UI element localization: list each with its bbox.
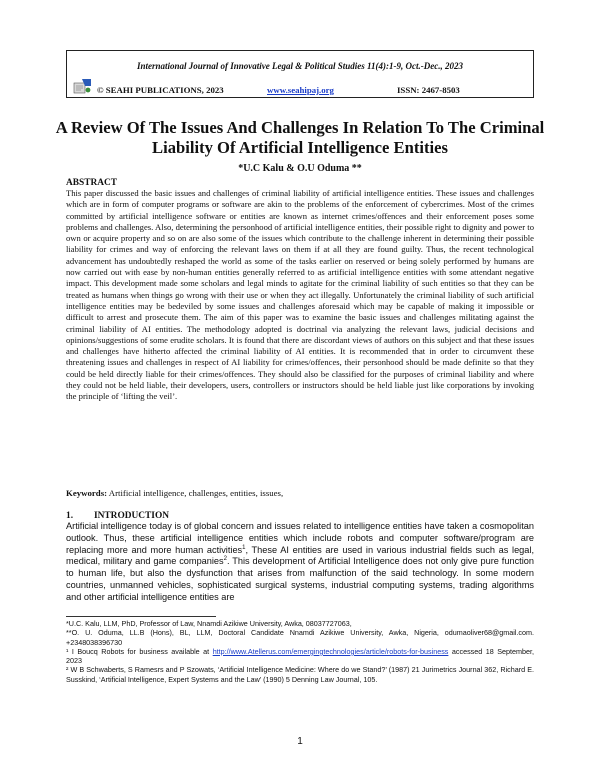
page-number: 1 [297,736,303,747]
abstract-text: This paper discussed the basic issues and challenges of criminal liability of artificial intelligence entities. These issues and challenges which are in form of computer programs or software are akin to the problems of the enforcement of cybercrimes. Most of the crimes committed by artificial intelligence software or entities are known as internet crimes/offences and their enforcement poses some problems and challenges. Also, determining the personhood of artificial intelligence entities, their possible right to dignity and power to own or acquire property and so on are also some of the issues which contribute to the challenge inherent in determining their possible liability for crimes and way of enforcing the relevant laws on them if at all they are found guilty. Thus, the recent technological advancement has undoubtedly reshaped the world as some of the tasks earlier on reserved or being solely performed by humans are now carried out with ease by non-human entities generally referred to as artificial intelligence entities with some attendant negative impact. This development made some scholars and legal minds to agitate for the criminal liability of such entities so that they can be treated as humans when things go wrong with their use or when they act illegally. Unfortunately the criminal liability of such artificial intelligence entities may be bedeviled by some issues and challenges aforesaid which may be capable of making it impossible or difficult to arrest and prosecute them. The aim of this paper was to examine the basic issues and challenges militating against the criminal liability of AI entities. The methodology adopted is doctrinal via analyzing the relevant laws, judicial decisions and opinions/suggestions of some erudite scholars. It is found that there are discordant views of authors on this subject and that these issues and challenges have hitherto affected the criminal liability of AI entities. It is recommended that in order to circumvent these threatening issues and challenges in respect of AI liability for crimes/offences, their personhood should be made definite so that they could be held directly liable for their crimes/offences. They should also be classified for the purposes of criminal liability and where they could not be held liable, their developers, users, controllers or instructors should be held liable just like corporations by invoking the principle of ‘lifting the veil’. [66,188,534,402]
footnote-author-2: **O. U. Oduma, LL.B (Hons), BL, LLM, Doctoral Candidate Nnamdi Azikiwe University, Awka, Nigeria, odumaoliver68@gmail.com. +2348038396730 [66,628,534,647]
introduction-paragraph [66,521,534,604]
keywords-label: Keywords: [66,488,108,498]
keywords-line [66,488,534,498]
publisher-url-link[interactable]: www.seahipaj.org [267,85,334,95]
section-number: 1. [66,511,74,521]
paper-title: A Review Of The Issues And Challenges In Relation To The Criminal Liability Of Artificial Intelligence Entities [55,118,545,157]
seahi-logo-icon [73,77,93,95]
journal-citation: International Journal of Innovative Legal & Political Studies 11(4):1-9, Oct.-Dec., 2023 [137,61,463,71]
footnote-ref-2[interactable]: 2 [223,556,227,563]
section-title: INTRODUCTION [94,511,170,521]
section-heading-introduction [66,511,169,521]
footnote-author-1: *U.C. Kalu, LLM, PhD, Professor of Law, Nnamdi Azikiwe University, Awka, 08037727063, [66,619,352,628]
intro-text-part: . This development of Artificial Intelligence does not only give pure function to human life, but also the dysfunction that arises from malfunction of the said technology. In some modern countries, unmanned vehicles, sophisticated surgical systems, industrial computing systems, trading algorithms and other artificial intelligence entities are [66,556,534,602]
footnote-1-link[interactable]: http://www.Atellerus.com/emergingtechnologies/article/robots-for-business [212,646,449,656]
footnote-divider [66,616,216,617]
publisher-name: © SEAHI PUBLICATIONS, 2023 [97,85,224,95]
footnote-1 [66,647,534,666]
journal-header-box [66,50,534,98]
issn-number: ISSN: 2467-8503 [397,85,460,95]
abstract-heading: ABSTRACT [66,178,118,188]
intro-text-part: Artificial intelligence today is of global concern and issues related to intelligence entities have taken a cosmopolitan outlook. Thus, these artificial intelligence entities which include robots and computer software/program are replacing more and more human activities [66,521,534,555]
keywords-list: Artificial intelligence, challenges, entities, issues, [108,488,284,498]
footnote-1-accessed: accessed 18 September, 2023 [66,646,535,666]
footnote-2: ² W B Schwaberts, S Ramesrs and P Szowats, ‘Artificial Intelligence Medicine: Where do we Stand?’ (1987) 21 Jurimetrics Journal 362, Richard E. Susskind, ‘Artificial Intelligence, Expert Systems and the Law’ (1990) 5 Denning Law Journal, 105. [66,665,534,684]
footnote-1-text: ¹ I Boucq Robots for business available at [66,646,213,656]
footnote-ref-1[interactable]: 1 [242,544,246,551]
footnotes [66,619,534,684]
paper-authors: *U.C Kalu & O.U Oduma ** [238,163,362,174]
intro-text-part: , These AI entities are used in various industrial fields such as legal, medical, military and game companies [66,544,534,567]
